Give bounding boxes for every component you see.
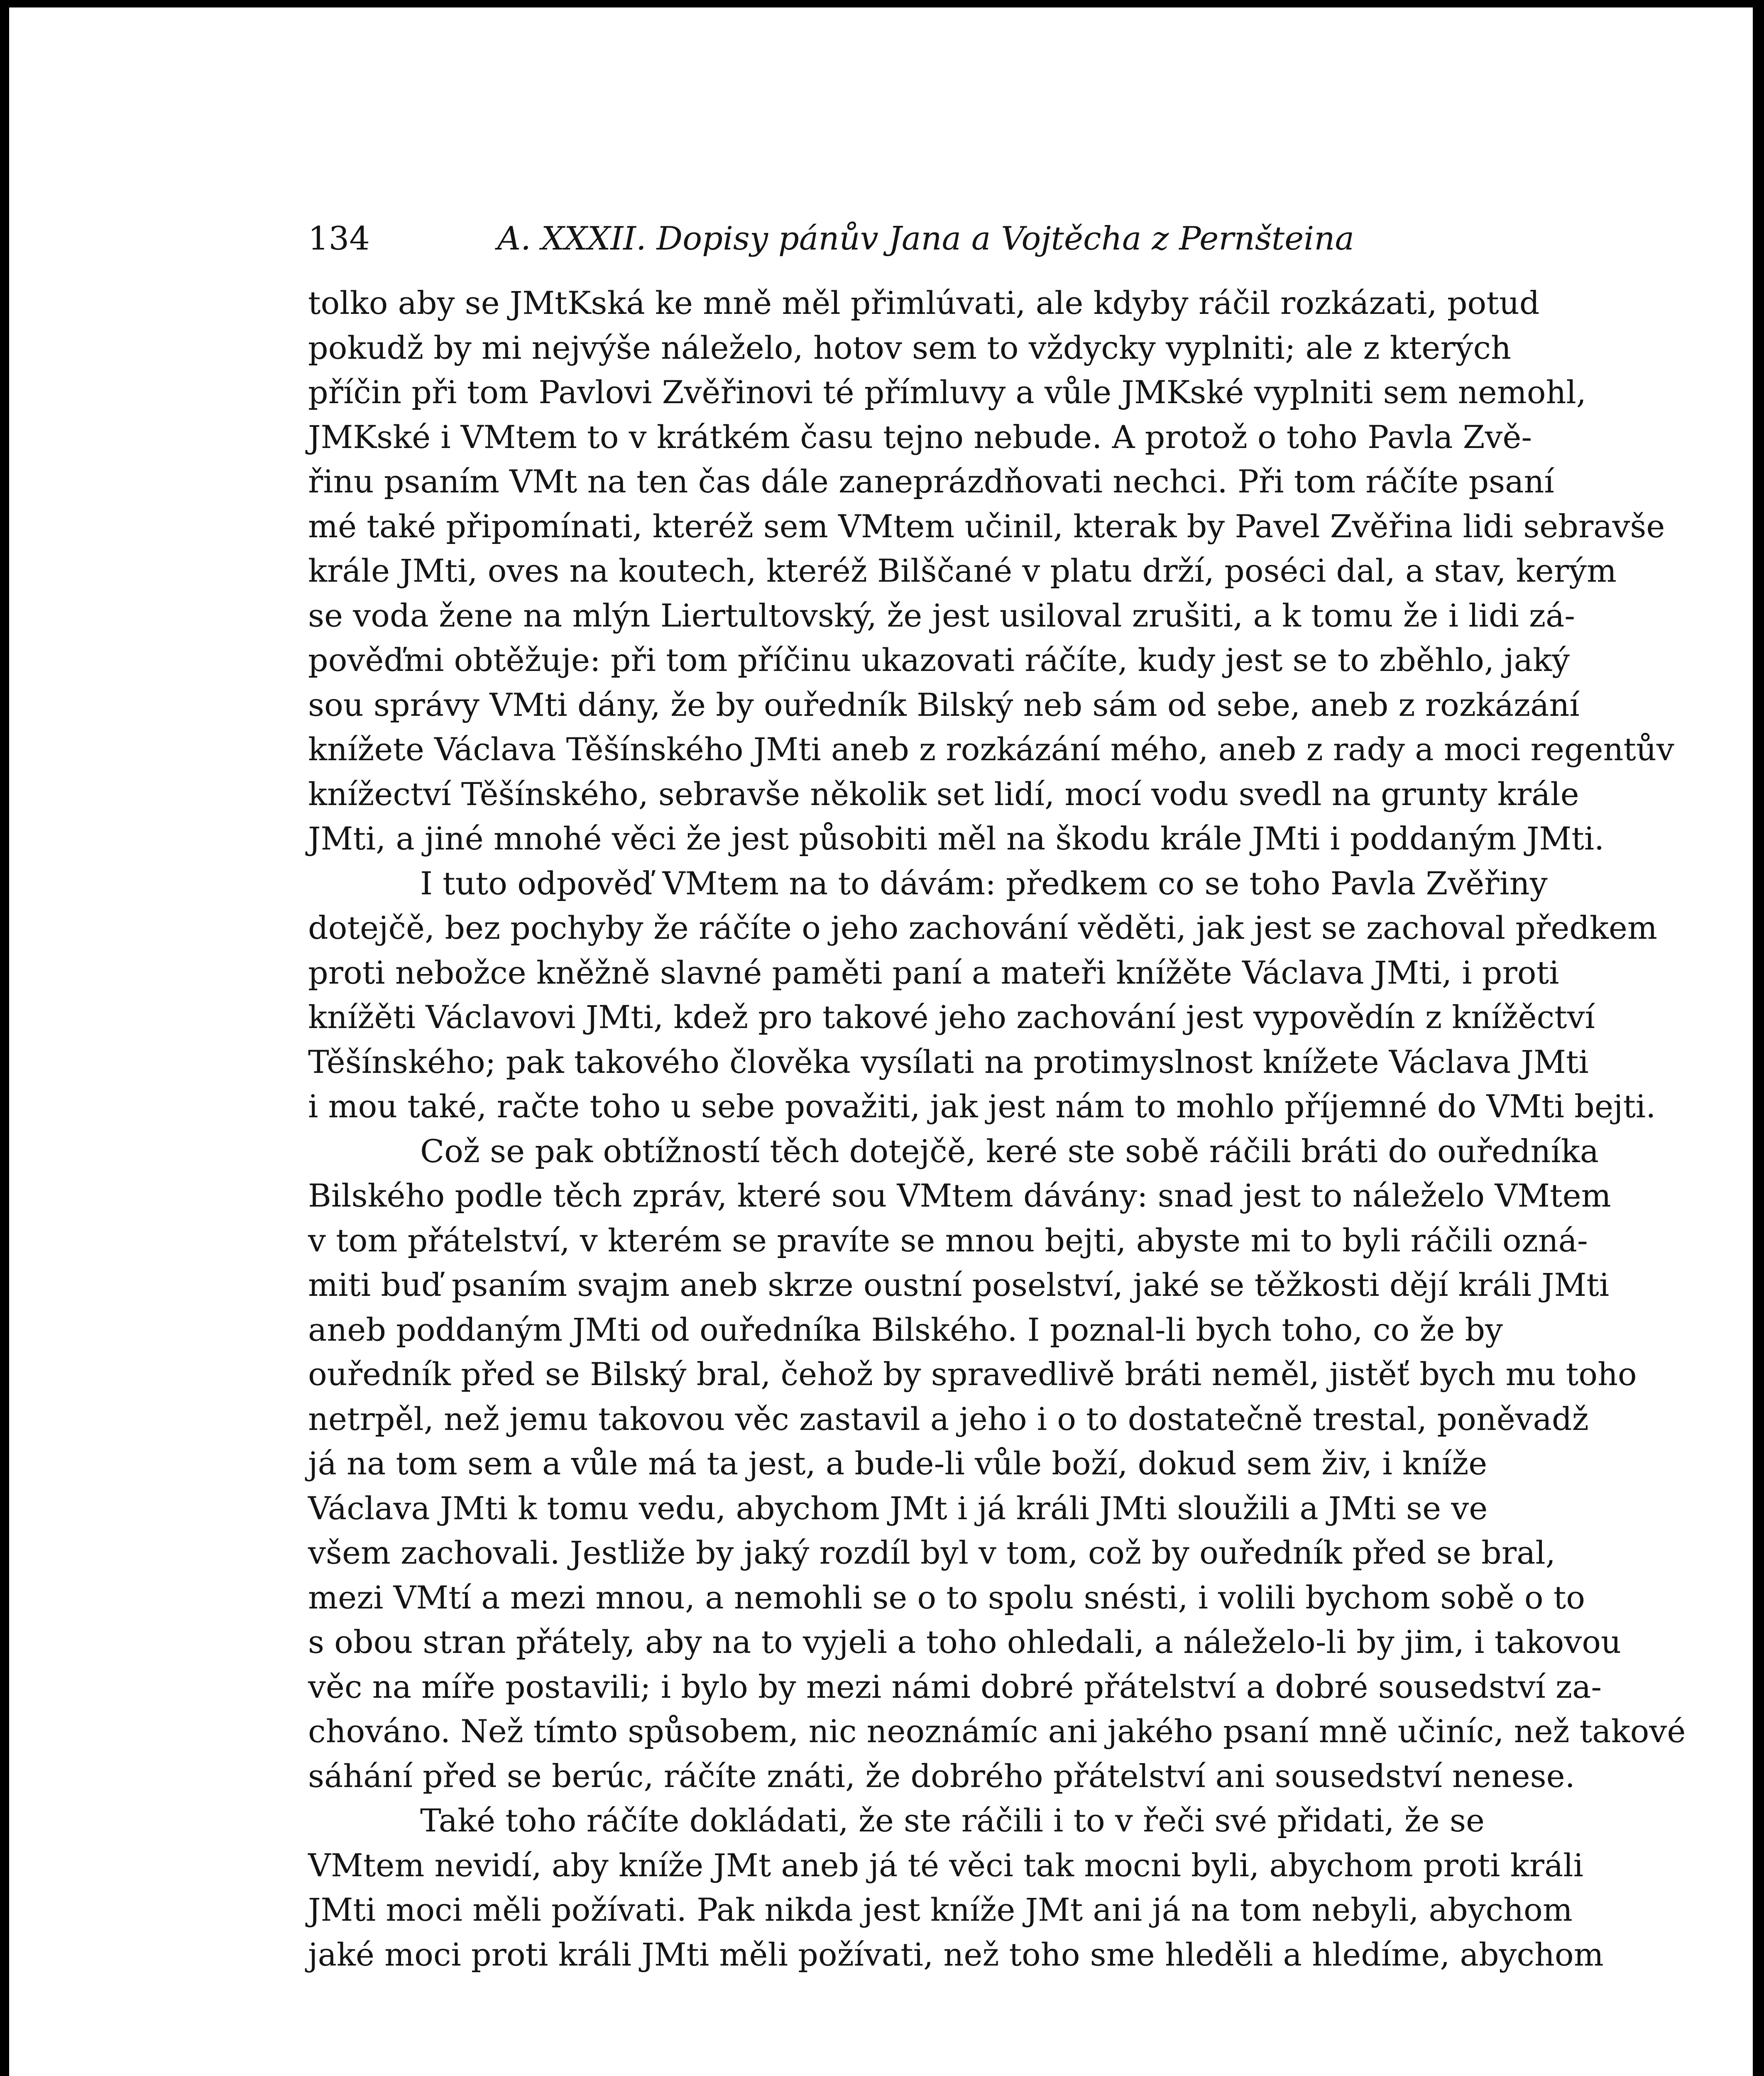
text-line: Bilského podle těch zpráv, které sou VMtem dávány: snad jest to náleželo VMtem [308, 1177, 1611, 1214]
paragraph-first-line: Což se pak obtížností těch dotejčě, keré ste sobě ráčili bráti do ouředníka [420, 1132, 1599, 1170]
text-line: řinu psaním VMt na ten čas dále zaneprázdňovati nechci. Při tom ráčíte psaní [308, 463, 1554, 500]
text-line: krále JMti, oves na koutech, kteréž Bilščané v platu drží, poséci dal, a stav, kerým [308, 552, 1617, 589]
text-line: JMti moci měli požívati. Pak nikda jest kníže JMt ani já na tom nebyli, abychom [308, 1891, 1573, 1928]
text-line: všem zachovali. Jestliže by jaký rozdíl byl v tom, což by ouředník před se bral, [308, 1534, 1556, 1571]
text-line: ouředník před se Bilský bral, čehož by spravedlivě bráti neměl, jistěť bych mu toho [308, 1356, 1637, 1393]
text-line: pověďmi obtěžuje: při tom příčinu ukazovati ráčíte, kudy jest se to zběhlo, jaký [308, 641, 1570, 678]
text-line: miti buď psaním svajm aneb skrze oustní poselství, jaké se těžkosti dějí králi JMti [308, 1266, 1610, 1303]
text-line: knížete Václava Těšínského JMti aneb z rozkázání mého, aneb z rady a moci regentův [308, 731, 1674, 768]
text-line: Těšínského; pak takového člověka vysílati na protimyslnost knížete Václava JMti [308, 1043, 1589, 1080]
paragraph-first-line: I tuto odpověď VMtem na to dávám: předkem co se toho Pavla Zvěřiny [420, 864, 1548, 902]
text-line: mé také připomínati, kteréž sem VMtem učinil, kterak by Pavel Zvěřina lidi sebravše [308, 507, 1665, 545]
running-title: A. XXXII. Dopisy pánův Jana a Vojtěcha z Pernšteina [497, 220, 1354, 257]
text-line: JMti, a jiné mnohé věci že jest působiti měl na škodu krále JMti i poddaným JMti. [308, 820, 1605, 857]
text-line: Václava JMti k tomu vedu, abychom JMt i já králi JMti sloužili a JMti se ve [308, 1489, 1488, 1527]
text-line: příčin při tom Pavlovi Zvěřinovi té přímluvy a vůle JMKské vyplniti sem nemohl, [308, 374, 1586, 411]
text-line: sáhání před se berúc, ráčíte znáti, že dobrého přátelství ani sousedství nenese. [308, 1757, 1575, 1794]
text-line: se voda žene na mlýn Liertultovský, že jest usiloval zrušiti, a k tomu že i lidi zá- [308, 597, 1575, 634]
text-line: sou správy VMti dány, že by ouředník Bilský neb sám od sebe, aneb z rozkázání [308, 686, 1580, 723]
text-line: dotejčě, bez pochyby že ráčíte o jeho zachování věděti, jak jest se zachoval předkem [308, 909, 1657, 946]
text-line: já na tom sem a vůle má ta jest, a bude-li vůle boží, dokud sem živ, i kníže [308, 1445, 1488, 1482]
text-line: pokudž by mi nejvýše náleželo, hotov sem to vždycky vyplniti; ale z kterých [308, 329, 1511, 366]
text-line: jaké moci proti králi JMti měli požívati, než toho sme hleděli a hledíme, abychom [308, 1936, 1604, 1973]
text-line: proti nebožce kněžně slavné paměti paní a mateři knížěte Václava JMti, i proti [308, 954, 1559, 991]
text-line: chováno. Než tímto spůsobem, nic neoznámíc ani jakého psaní mně učiníc, než takové [308, 1713, 1686, 1750]
text-line: s obou stran přátely, aby na to vyjeli a toho ohledali, a náleželo-li by jim, i takovou [308, 1623, 1621, 1660]
text-line: v tom přátelství, v kterém se pravíte se mnou bejti, abyste mi to byli ráčili ozná- [308, 1222, 1588, 1259]
text-line: knížěti Václavovi JMti, kdež pro takové jeho zachování jest vypovědín z knížěctví [308, 999, 1595, 1036]
text-line: VMtem nevidí, aby kníže JMt aneb já té věci tak mocni byli, abychom proti králi [308, 1846, 1583, 1884]
text-line: netrpěl, než jemu takovou věc zastavil a jeho i o to dostatečně trestal, poněvadž [308, 1400, 1589, 1437]
text-line: věc na míře postavili; i bylo by mezi námi dobré přátelství a dobré sousedství za- [308, 1668, 1602, 1705]
text-line: JMKské i VMtem to v krátkém času tejno nebude. A protož o toho Pavla Zvě- [308, 418, 1532, 455]
text-line: knížectví Těšínského, sebravše několik set lidí, mocí vodu svedl na grunty krále [308, 775, 1579, 813]
page-number: 134 [308, 220, 370, 257]
text-line: mezi VMtí a mezi mnou, a nemohli se o to spolu snésti, i volili bychom sobě o to [308, 1579, 1585, 1616]
text-line: tolko aby se JMtKská ke mně měl přimlúvati, ale kdyby ráčil rozkázati, potud [308, 284, 1540, 321]
text-line: i mou také, račte toho u sebe považiti, jak jest nám to mohlo příjemné do VMti bejti. [308, 1088, 1656, 1125]
paragraph-first-line: Také toho ráčíte dokládati, že ste ráčili i to v řeči své přidati, že se [420, 1802, 1485, 1839]
text-line: aneb poddaným JMti od ouředníka Bilského. I poznal-li bych toho, co že by [308, 1311, 1503, 1348]
page-header [308, 208, 1354, 270]
body-text [308, 281, 1686, 1977]
